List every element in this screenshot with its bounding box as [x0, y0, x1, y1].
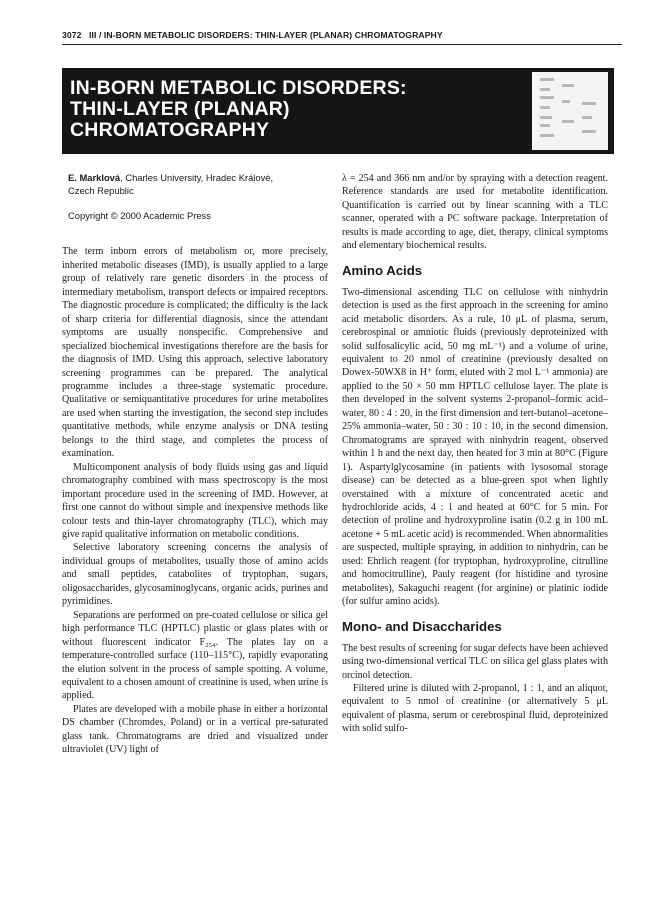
paragraph: λ = 254 and 366 nm and/or by spraying with a detection reagent. Reference standards are used for metabolite identification. Quantification is carried out by linear scanning with a TLC scanner, operated with a PC software package. Interpretation of results is made according to age, diet, therapy, clinical symptoms and elementary biochemical results. — [342, 173, 608, 252]
paragraph: The best results of screening for sugar defects have been achieved using two-dimensional vertical TLC on silica gel glass plates with orcinol detection. — [342, 642, 608, 681]
author-country: Czech Republic — [68, 184, 134, 196]
author-affiliation: , Charles University, Hradec Králové, — [120, 172, 274, 183]
section-heading-amino-acids: Amino Acids — [342, 262, 423, 278]
paragraph: Selective laboratory screening concerns the analysis of individual groups of metabolites, usually those of amino acids and small peptides, catabolites of tryptophan, sugars, oligosaccharides, glycosaminoglycans, organic acids, purines and pyrimidines. — [62, 542, 328, 608]
running-head — [62, 30, 622, 40]
chromatogram-logo-icon — [532, 72, 608, 150]
author-name: E. Marklová — [68, 172, 121, 183]
running-title: III / IN-BORN METABOLIC DISORDERS: THIN-LAYER (PLANAR) CHROMATOGRAPHY — [89, 30, 443, 40]
paragraph: Filtered urine is diluted with 2-propanol, 1 : 1, and an aliquot, equivalent to 5 nmol of creatinine (or alternatively 5 μL equivalent of plasma, serum or cerebrospinal fluid, deproteinized with solid sulfo- — [342, 682, 608, 735]
title-line: CHROMATOGRAPHY — [70, 119, 270, 141]
title-line: IN-BORN METABOLIC DISORDERS: — [70, 77, 407, 99]
title-banner — [62, 68, 614, 154]
right-column — [342, 172, 608, 736]
paragraph: Two-dimensional ascending TLC on cellulose with ninhydrin detection is used as the first approach in the screening for amino acid metabolic disorders. As a rule, 10 μL of plasma, serum, cerebrospinal or amniotic fluids (previously deproteinized with solid sulfosalicylic acid, 50 mg mL⁻¹) and a volume of urine, equivalent to 20 nmol of creatinine (previously desalted on Dowex-50WX8 in H⁺ form, eluted with 2 mol L⁻¹ ammonia) are applied to the 50 × 50 mm HPTLC cellulose layer. The plate is then developed in the solvent systems 2-propanol–formic acid–water, 80 : 4 : 20, in the first dimension and tert-butanol–acetone–25% ammonia–water, 50 : 30 : 10 : 10, in the second dimension. Chromatograms are sprayed with ninhydrin reagent, observed within 1 h and the next day, then heated for 3 min at 80°C (Figure 1). Aspartylglycosamine (in patients with lysosomal storage disease) can be detected as a blue-green spot when lightly overstained with a mixture of concentrated acetic and hydrochloride acids, 4 : 1 and heated at 60°C for 5 min. For detection of proline and hydroxyproline isatin (0.2 g in 100 mL acetone + 5 mL acetic acid) is recommended. When abnormalities are suspected, multiple spraying, in addition to ninhydrin, can be used: Ehrlich reagent (for tryptophan, hydroxyproline, citrulline and homocitrulline), Pauly reagent (for histidine and tyrosine metabolites), Sakaguchi reagent (for arginine) or platinic iodide (for sulfur amino acids). — [342, 286, 608, 608]
paragraph: The term inborn errors of metabolism or, more precisely, inherited metabolic diseases (IMD), is usually applied to a large group of relatively rare genetic disorders in the process of intermediary metabolism, transport defects or impaired receptors. The diagnostic procedure is complicated; the difficulty is the lack of sharp criteria for differential diagnosis, since the attendant symptoms are usually nonspecific. Comprehensive and specialized biochemical investigations therefore are the basis for the diagnosis of IMD. Using this approach, selective laboratory screening programmes can be prepared. The analytical programme includes a three-stage systematic procedure. Qualitative or semiquantitative procedures for urine metabolites are used when starting the investigation, the second step includes quantitative methods, while enzyme analysis or DNA testing belongs to the third stage, and completes the process of examination. — [62, 246, 328, 460]
article-title — [70, 78, 407, 141]
copyright-notice: Copyright © 2000 Academic Press — [68, 210, 211, 221]
title-line: THIN-LAYER (PLANAR) — [70, 98, 290, 120]
paragraph: Plates are developed with a mobile phase in either a horizontal DS chamber (Chromdes, Poland) or in a vertical pre-saturated glass tank. Chromatograms are dried and visualized under ultraviolet (UV) light of — [62, 703, 328, 756]
paragraph: Separations are performed on pre-coated cellulose or silica gel high performance TLC (HPTLC) plastic or glass plates with or without fluorescent indicator F₂₅₄. The plates lay on a temperature-controlled surface (110–115°C), rapidly evaporating the elution solvent in the process of sample spotting. A volume, equivalent to a chosen amount of creatinine is used, when urine is applied. — [62, 609, 328, 702]
header-rule — [62, 44, 622, 45]
left-column — [62, 172, 328, 757]
paragraph: Multicomponent analysis of body fluids using gas and liquid chromatography combined with mass spectroscopy is the most important procedure used in the screening of IMD. However, at first one cannot do without simple and inexpensive methods like colour tests and thin-layer chromatography (TLC), which may give rapid qualitative information on metabolic conditions. — [62, 461, 328, 540]
section-heading-saccharides: Mono- and Disaccharides — [342, 618, 502, 634]
author-block — [68, 172, 328, 197]
page-number: 3072 — [62, 30, 82, 40]
